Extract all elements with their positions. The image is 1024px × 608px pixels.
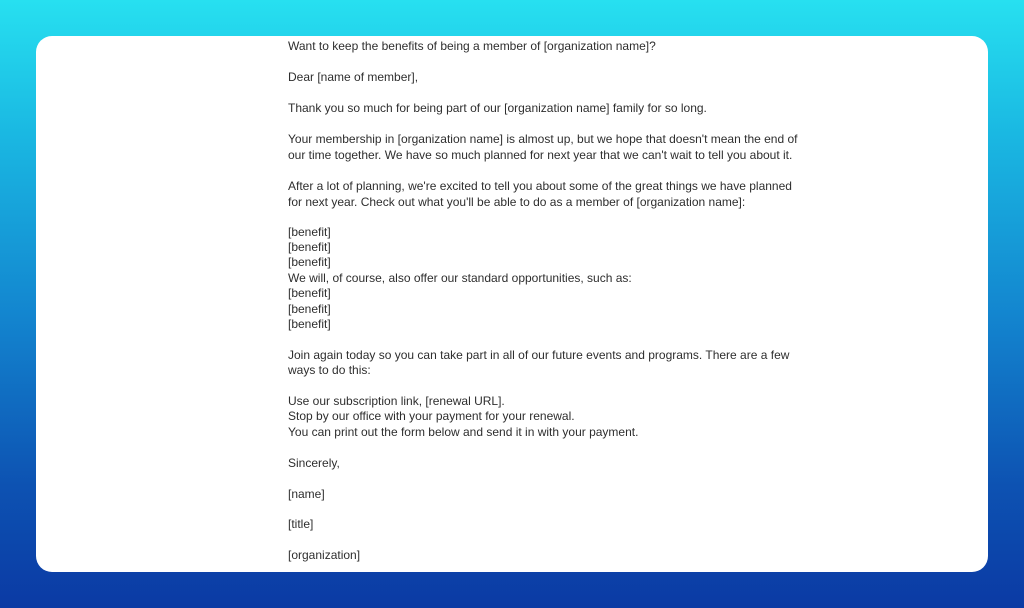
greeting: Dear [name of member], (288, 70, 419, 84)
renewal-way-item: Use our subscription link, [renewal URL]. (288, 394, 505, 408)
standard-opportunities-intro: We will, of course, also offer our standard opportunities, such as: (288, 271, 632, 285)
renewal-way-item: You can print out the form below and send it in with your payment. (288, 425, 639, 439)
membership-paragraph-line-2: our time together. We have so much planned for next year that we can't wait to tell you about it. (288, 148, 793, 162)
signature-organization: [organization] (288, 548, 361, 562)
planning-paragraph-line-2: for next year. Check out what you'll be able to do as a member of [organization name]: (288, 195, 746, 209)
membership-paragraph-line-1: Your membership in [organization name] is almost up, but we hope that doesn't mean the end of (288, 132, 798, 146)
signature-name: [name] (288, 487, 325, 501)
letter-card (36, 36, 988, 572)
signature-title: [title] (288, 517, 314, 531)
join-paragraph-line-2: ways to do this: (288, 363, 371, 377)
join-paragraph-line-1: Join again today so you can take part in all of our future events and programs. There are a few (288, 348, 790, 362)
closing: Sincerely, (288, 456, 340, 470)
renewal-way-item: Stop by our office with your payment for your renewal. (288, 409, 575, 423)
standard-benefit-item: [benefit] (288, 286, 331, 300)
standard-benefit-item: [benefit] (288, 302, 331, 316)
thank-you-paragraph: Thank you so much for being part of our [organization name] family for so long. (288, 101, 707, 115)
planning-paragraph-line-1: After a lot of planning, we're excited to tell you about some of the great things we have planned (288, 179, 792, 193)
standard-benefit-item: [benefit] (288, 317, 331, 331)
subject-line: Want to keep the benefits of being a member of [organization name]? (288, 39, 656, 53)
new-benefit-item: [benefit] (288, 240, 331, 254)
new-benefit-item: [benefit] (288, 255, 331, 269)
new-benefit-item: [benefit] (288, 225, 331, 239)
